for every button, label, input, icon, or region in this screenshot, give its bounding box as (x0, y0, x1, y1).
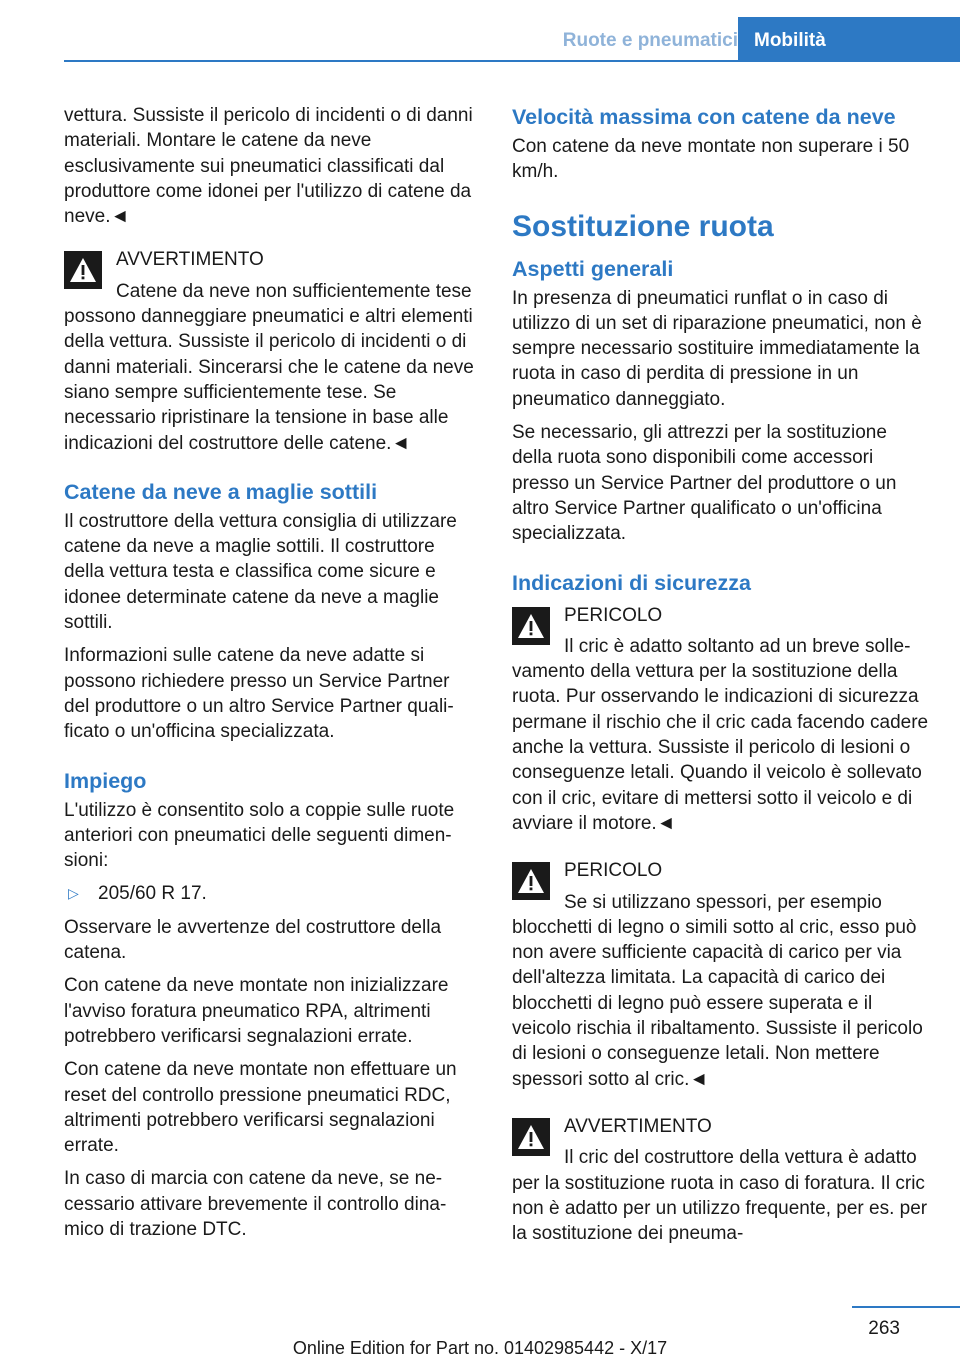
list-item (64, 881, 478, 906)
page-header (0, 0, 960, 62)
bullet-triangle-icon: ▷ (68, 885, 79, 902)
header-section-title: Ruote e pneumatici (562, 30, 738, 51)
section-heading-safety: Indicazioni di sicurezza (512, 570, 751, 595)
header-rule (64, 60, 960, 62)
right-column (512, 103, 930, 1268)
warning-title: AVVERTIMENTO (564, 1115, 712, 1137)
warning-triangle-icon (512, 1118, 550, 1156)
warning-block (512, 1114, 930, 1246)
paragraph: In presenza di pneumatici runflat o in caso di utilizzo di un set di riparazione pneumatici, non è sempre necessario sostituire immediatamente la ruota in caso di perdita di pressione in un pneumatico danneggiato. (512, 287, 922, 410)
warning-body: Catene da neve non sufficientemente tese possono danneggiare pneumatici e altri elementi della vettura. Sussiste il pericolo di incidenti o di danni materiali. Sincerarsi che le catene da neve siano sempre sufficientemente tese. Se necessario ripristinare la tensione in base alle indicazioni del costruttore delle catene.◄ (64, 280, 474, 454)
warning-body: Il cric è adatto soltanto ad un breve sollevamento della vettura per la sostituzione della ruota. Pur osservando le indicazioni di sicurezza permane il rischio che il cric cada facendo cadere anche la vettura. Sussiste il pericolo di lesioni o conseguenze letali. Quando il veicolo è sollevato con il cric, evitare di mettersi sotto il veicolo e di avviare il motore.◄ (512, 635, 929, 834)
paragraph: Con catene da neve montate non superare i 50 km/h. (512, 136, 910, 183)
section-heading-usage: Impiego (64, 768, 147, 793)
warning-triangle-icon (512, 607, 550, 645)
warning-triangle-icon (512, 862, 550, 900)
warning-title: AVVERTIMENTO (116, 249, 264, 271)
left-column (64, 103, 478, 1250)
footer-rule (852, 1306, 960, 1308)
edition-footer: Online Edition for Part no. 01402985442 - X/17 (292, 1338, 668, 1358)
paragraph: Se necessario, gli attrezzi per la sostituzione della ruota sono disponibili come accessori presso un Service Partner del produttore o un altro Service Partner qualificato o un'officina specializzata. (512, 422, 897, 545)
intro-paragraph: vettura. Sussiste il pericolo di incidenti o di danni materiali. Montare le catene da neve esclusivamente sui pneumatici classificati dal produttore come idonei per l'utilizzo di catene da neve.◄ (64, 105, 473, 228)
paragraph: Il costruttore della vettura consiglia di utilizzare catene da neve a maglie sottili. Il costruttore della vettura testa e classifica come sicure e idonee determinate catene da neve a maglie sottili. (64, 510, 457, 634)
warning-title: PERICOLO (564, 860, 663, 882)
paragraph: Con catene da neve montate non effettuare un reset del controllo pressione pneumatici RDC, altrimenti potrebbero verificarsi segnalazioni errate. (64, 1059, 457, 1157)
paragraph: Informazioni sulle catene da neve adatte si possono richiedere presso un Service Partner del produttore o un altro Service Partner qualificato o un'officina specializzata. (64, 645, 454, 743)
warning-title: PERICOLO (564, 604, 663, 626)
warning-triangle-icon (64, 251, 102, 289)
chapter-heading: Sostituzione ruota (512, 209, 774, 243)
section-heading-thin-chains: Catene da neve a maglie sottili (64, 479, 378, 504)
warning-block (64, 247, 478, 455)
paragraph: In caso di marcia con catene da neve, se necessario attivare brevemente il controllo dinamico di trazione DTC. (64, 1168, 447, 1240)
section-heading-max-speed: Velocità massima con catene da neve (512, 105, 896, 129)
paragraph: L'utilizzo è consentito solo a coppie sulle ruote anteriori con pneumatici delle seguenti dimensioni: (64, 799, 455, 872)
header-chapter-tab: Mobilità (738, 17, 960, 60)
warning-body: Il cric del costruttore della vettura è adatto per la sostituzione ruota in caso di foratura. Il cric non è adatto per un utilizzo frequente, per es. per la sostituzione dei pneuma- (512, 1147, 928, 1245)
warning-block (512, 603, 930, 837)
page-number: 263 (868, 1318, 900, 1339)
section-heading-general: Aspetti generali (512, 256, 674, 281)
paragraph: Osservare le avvertenze del costruttore della catena. (64, 916, 442, 964)
paragraph: Con catene da neve montate non inizializzare l'avviso foratura pneumatico RPA, altrimenti potrebbero verificarsi segnalazioni errate. (64, 975, 449, 1047)
warning-body: Se si utilizzano spessori, per esempio blocchetti di legno o simili sotto al cric, esso può non avere sufficiente capacità di carico per via dell'altezza limitata. La capacità di carico dei blocchetti di legno può essere superata e il veicolo rischia il ribaltamento. Sussiste il pericolo di lesioni o conseguenze letali. Non mettere spessori sotto al cric.◄ (512, 891, 923, 1090)
warning-block (512, 858, 930, 1092)
list-item-text: 205/60 R 17. (98, 883, 207, 905)
